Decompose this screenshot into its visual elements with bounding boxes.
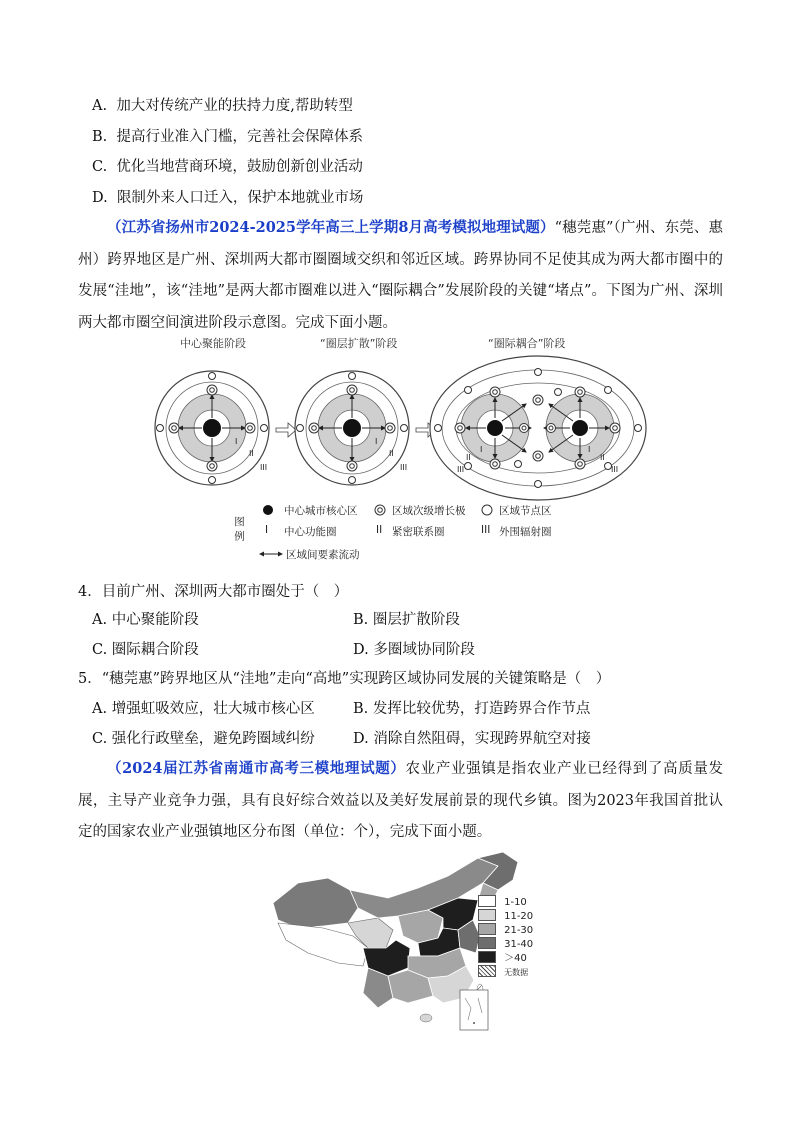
core-symbol (263, 505, 273, 515)
node-symbol (482, 505, 492, 515)
region-hainan (420, 1014, 432, 1022)
legend-secondary: 区域次级增长极 (392, 505, 466, 517)
q5-option-c: C. 强化行政壁垒，避免跨圈域纠纷 (92, 731, 315, 747)
passage-guangzhou-shenzhen (78, 212, 723, 339)
legend-title: 图例 (233, 516, 245, 545)
stage-label-1: 中心聚能阶段 (180, 337, 246, 350)
option-letter: A. (92, 98, 108, 114)
q3-option-a (92, 96, 353, 116)
svg-text:II: II (389, 449, 394, 458)
stage-1-circle (155, 371, 269, 485)
svg-text:I: I (480, 445, 483, 454)
legend-ring3-symbol: III (481, 524, 491, 536)
legend-core: 中心城市核心区 (284, 505, 358, 517)
q4-stem: 4．目前广州、深圳两大都市圈处于（ ） (78, 584, 349, 600)
legend-swatch-hatch (478, 965, 496, 977)
svg-text:II: II (600, 453, 605, 462)
stage-2-circle (295, 371, 409, 485)
legend-ring3: 外围辐射圈 (499, 526, 552, 538)
legend-item-31-40: 31-40 (478, 932, 533, 946)
svg-text:III: III (400, 463, 408, 472)
stage-label-2: “圈层扩散”阶段 (320, 337, 398, 350)
option-text: 优化当地营商环境，鼓励创新创业活动 (116, 159, 363, 175)
option-letter: B. (92, 129, 108, 145)
legend-ring1: 中心功能圈 (284, 526, 337, 538)
source-label: （江苏省扬州市2024-2025学年高三上学期8月高考模拟地理试题） (107, 219, 555, 236)
legend-ring2-symbol: II (376, 524, 383, 536)
q4-option-b: B. 圈层扩散阶段 (353, 612, 460, 628)
passage-agri-towns (78, 753, 723, 849)
legend-item-1-10: 1-10 (478, 890, 527, 904)
legend-node: 区域节点区 (499, 505, 552, 517)
legend-item-no-data: 无数据 (478, 960, 528, 974)
legend-item-11-20: 11-20 (478, 904, 533, 918)
svg-text:I: I (588, 445, 591, 454)
q5-option-d: D. 消除自然阻碍，实现跨界航空对接 (353, 731, 591, 747)
legend-item-over-40: ＞40 (478, 946, 527, 960)
legend-flow: 区域间要素流动 (286, 549, 360, 561)
q4-option-d: D. 多圈域协同阶段 (353, 642, 475, 658)
q4-option-a: A. 中心聚能阶段 (92, 612, 199, 628)
q3-option-c (92, 157, 363, 177)
legend-item-21-30: 21-30 (478, 918, 533, 932)
option-letter: C. (92, 159, 108, 175)
svg-text:I: I (235, 437, 238, 446)
passage-text: “穗莞惠”（广州、东莞、惠州）跨界地区是广州、深圳两大都市圈圈域交织和邻近区域。跨界协同不足使其成为两大都市圈中的发展“洼地”，该“洼地”是两大都市圈难以进入“圈际耦合”发展阶段的关键“堵点”。下图为广州、深圳两大都市圈空间演进阶段示意图。完成下面小题。 (78, 220, 723, 331)
svg-text:II: II (249, 449, 254, 458)
svg-text:III: III (260, 463, 268, 472)
source-label: （2024届江苏省南通市高考三模地理试题） (107, 760, 406, 777)
china-map-figure (268, 848, 558, 1033)
q5-stem: 5．“穗莞惠”跨界地区从“洼地”走向“高地”实现跨区域协同发展的关键策略是（ ） (78, 671, 611, 687)
passage-text: 农业产业强镇是指农业产业已经得到了高质量发展，主导产业竞争力强，具有良好综合效益以及美好发展前景的现代乡镇。图为2023年我国首批认定的国家农业产业强镇地区分布图（单位：个），完成下面小题。 (78, 761, 723, 840)
option-letter: D. (92, 190, 108, 206)
svg-text:II: II (466, 453, 471, 462)
core-dot (203, 419, 221, 437)
stage-3-coupled-circles (430, 356, 646, 500)
figure-metro-stages (150, 332, 660, 572)
q5-option-b: B. 发挥比较优势，打造跨界合作节点 (353, 701, 591, 717)
secondary-symbol (375, 505, 385, 515)
q4-option-c: C. 圈际耦合阶段 (92, 642, 199, 658)
stage-label-3: “圈际耦合”阶段 (488, 337, 566, 350)
legend-ring2: 紧密联系圈 (392, 526, 445, 538)
q5-option-a: A. 增强虹吸效应，壮大城市核心区 (92, 701, 315, 717)
option-text: 限制外来人口迁入，保护本地就业市场 (116, 190, 364, 206)
svg-text:III: III (611, 465, 619, 474)
svg-text:I: I (375, 437, 378, 446)
legend-ring1-symbol: I (265, 524, 269, 536)
region-xinjiang (273, 878, 358, 928)
q3-option-d (92, 188, 363, 208)
stage-arrow-1 (276, 423, 296, 437)
option-text: 加大对传统产业的扶持力度,帮助转型 (116, 98, 353, 114)
q3-option-b (92, 127, 363, 147)
option-text: 提高行业准入门槛，完善社会保障体系 (116, 129, 363, 145)
svg-text:III: III (457, 465, 465, 474)
